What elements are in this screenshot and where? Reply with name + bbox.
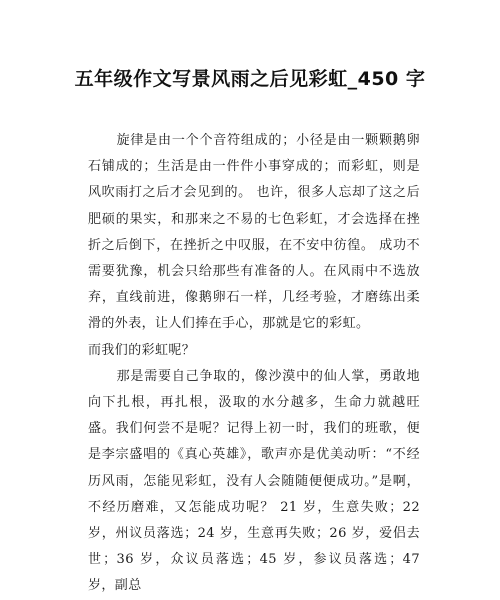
paragraph-3: 那是需要自己争取的，像沙漠中的仙人掌，勇敢地向下扎根，再扎根，汲取的水分越多，生命力就越旺盛。我们何尝不是呢？记得上初一时，我们的班歌，便是李宗盛唱的《真心英雄》，歌声亦是优美动听：“不经历风雨，怎能见彩虹，没有人会随随便便成功。”是啊，不经历磨难，又怎能成功呢？ 21 岁，生意失败；22 岁，州议员落选；24 岁，生意再失败；26 岁，爱侣去世；36 岁，众议员落选；45 岁，参议员落选；47 岁，副总	[88, 368, 420, 594]
document-body	[88, 128, 420, 600]
document-title: 五年级作文写景风雨之后见彩虹_450 字	[74, 68, 426, 90]
paragraph-1: 旋律是由一个个音符组成的；小径是由一颗颗鹅卵石铺成的；生活是由一件件小事穿成的；而彩虹，则是风吹雨打之后才会见到的。 也许，很多人忘却了这之后肥硕的果实，和那来之不易的七色彩虹，才会选择在挫折之后倒下，在挫折之中叹服，在不安中彷徨。 成功不需要犹豫，机会只给那些有准备的人。在风雨中不选放弃，直线前进，像鹅卵石一样，几经考验，才磨练出柔滑的外表，让人们捧在手心，那就是它的彩虹。	[88, 133, 420, 332]
paragraph-2: 而我们的彩虹呢？	[88, 342, 196, 358]
